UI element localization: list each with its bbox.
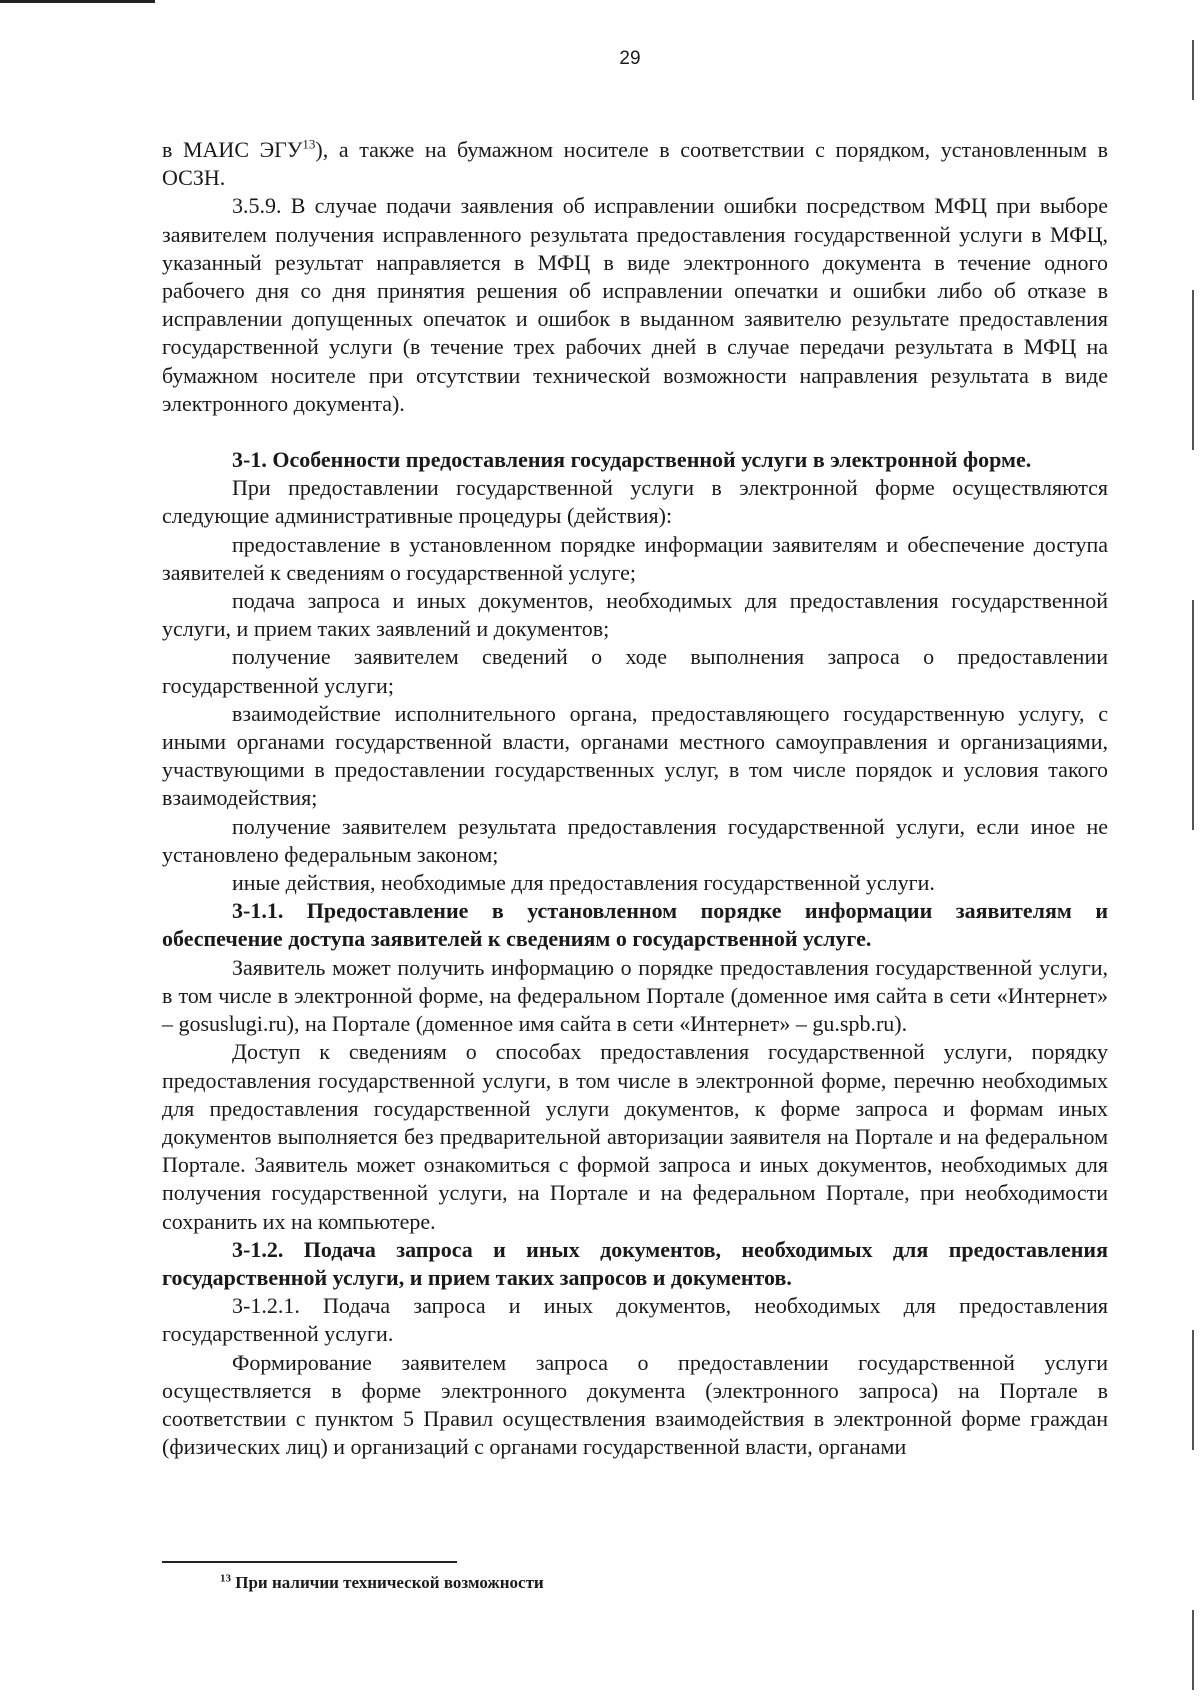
paragraph: в МАИС ЭГУ$^{13}$), а также на бумажном носителе в соответствии с порядком, установленным в ОСЗН. — [162, 136, 1109, 191]
subsection-heading: 3-1.2. Подача запроса и иных документов, необходимых для предоставления государственной услуги, и прием таких запросов и документов. — [162, 1236, 1108, 1290]
scan-edge-mark — [1192, 600, 1194, 830]
paragraph: Заявитель может получить информацию о порядке предоставления государственной услуги, в том числе в электронной форме, на федеральном Портале (доменное имя сайта в сети «Интернет» – gosuslugi.ru), на Портале (доменное имя сайта в сети «Интернет» – gu.spb.ru). — [162, 954, 1108, 1037]
scan-edge-mark — [1192, 290, 1194, 450]
footnote — [220, 1573, 544, 1593]
paragraph: Формирование заявителем запроса о предоставлении государственной услуги осуществляется в форме электронного документа (электронного запроса) на Портале в соответствии с пунктом 5 Правил осуществления взаимодействия в электронной форме граждан (физических лиц) и организаций с органами государственной власти, органами — [162, 1349, 1108, 1460]
subsection-heading: 3-1.1. Предоставление в установленном порядке информации заявителям и обеспечение доступа заявителей к сведениям о государственной услуге. — [162, 898, 1108, 952]
paragraph: Доступ к сведениям о способах предоставления государственной услуги, порядку предоставления государственной услуги, в том числе в электронной форме, перечню необходимых для предоставления государственной услуги документов, к форме запроса и формам иных документов выполняется без предварительной авторизации заявителя на Портале и на федеральном Портале. Заявитель может ознакомиться с формой запроса и иных документов, необходимых для получения государственной услуги, на Портале и на федеральном Портале, при необходимости сохранить их на компьютере. — [162, 1039, 1108, 1234]
paragraph: При предоставлении государственной услуги в электронной форме осуществляются следующие административные процедуры (действия): — [162, 475, 1108, 529]
list-item: получение заявителем результата предоставления государственной услуги, если иное не установлено федеральным законом; — [162, 813, 1108, 867]
scan-edge-mark — [1192, 1610, 1194, 1690]
list-item: взаимодействие исполнительного органа, предоставляющего государственную услугу, с иными органами государственной власти, органами местного самоуправления и организациями, участвующими в предоставлении государственных услуг, в том числе порядок и условия такого взаимодействия; — [162, 700, 1108, 811]
scan-edge-mark — [1192, 1330, 1194, 1450]
paragraph: 3.5.9. В случае подачи заявления об исправлении ошибки посредством МФЦ при выборе заявителем получения исправленного результата предоставления государственной услуги в МФЦ, указанный результат направляется в МФЦ в виде электронного документа в течение одного рабочего дня со дня принятия решения об исправлении опечатки и ошибки либо об отказе в исправлении допущенных опечаток и ошибок в выданном заявителю результате предоставления государственной услуги (в течение трех рабочих дней в случае передачи результата в МФЦ на бумажном носителе при отсутствии технической возможности направления результата в виде электронного документа). — [162, 193, 1108, 416]
footnote-text: При наличии технической возможности — [231, 1573, 544, 1592]
footnote-marker: 13 — [220, 1572, 231, 1585]
footnote-reference: 13 — [302, 136, 316, 152]
document-body — [162, 136, 1108, 1461]
list-item: подача запроса и иных документов, необходимых для предоставления государственной услуги, и прием таких заявлений и документов; — [162, 588, 1108, 642]
list-item: предоставление в установленном порядке информации заявителям и обеспечение доступа заявителей к сведениям о государственной услуге; — [162, 531, 1108, 585]
list-item: получение заявителем сведений о ходе выполнения запроса о предоставлении государственной услуги; — [162, 644, 1108, 698]
paragraph: 3-1.2.1. Подача запроса и иных документов, необходимых для предоставления государственной услуги. — [162, 1293, 1108, 1347]
list-item: иные действия, необходимые для предоставления государственной услуги. — [232, 870, 935, 896]
page-number: 29 — [619, 48, 641, 69]
scan-corner-mark — [0, 0, 155, 3]
section-heading: 3-1. Особенности предоставления государственной услуги в электронной форме. — [232, 447, 1032, 473]
scan-edge-mark — [1192, 40, 1194, 100]
footnote-separator — [162, 1561, 457, 1563]
